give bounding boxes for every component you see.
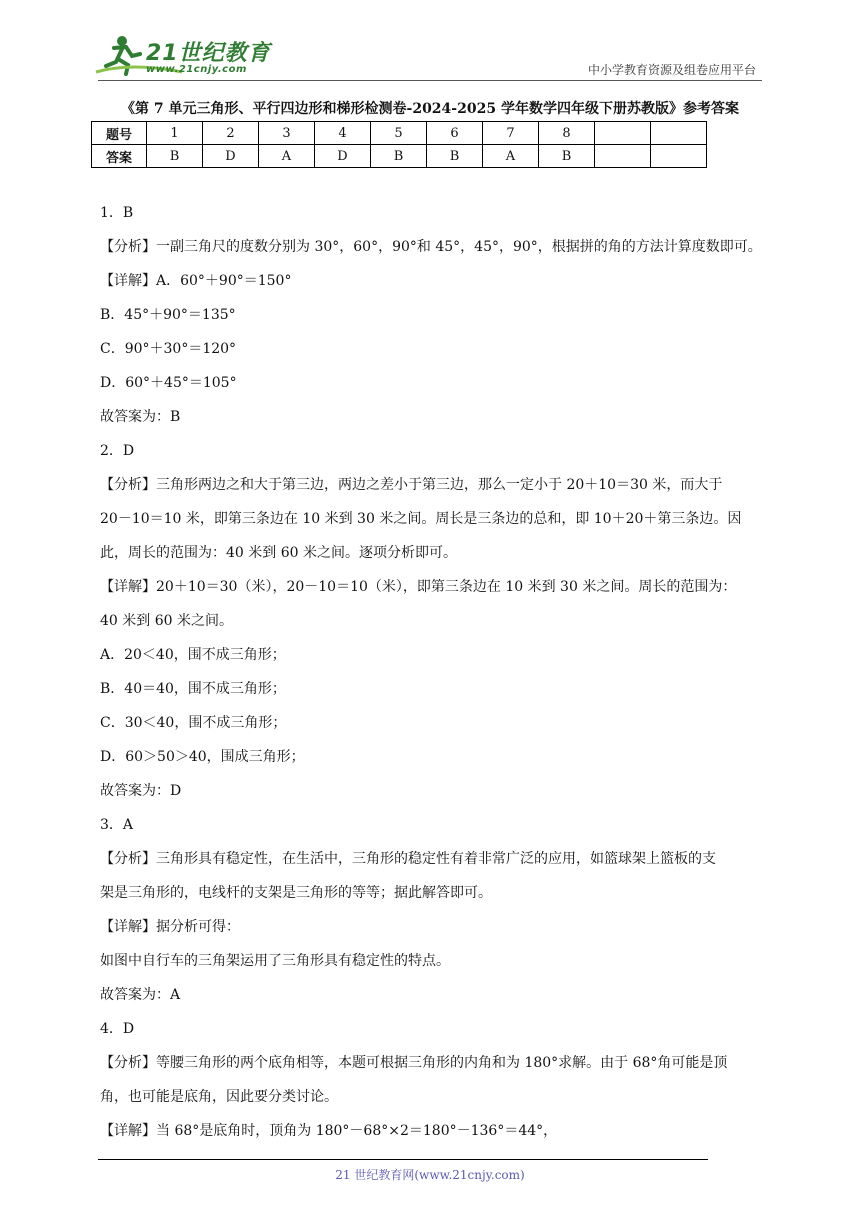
final-answer: 故答案为：B xyxy=(100,409,181,425)
detail-text: 【详解】据分析可得： xyxy=(100,919,240,935)
question-heading: 2．D xyxy=(100,443,135,459)
footer-divider xyxy=(98,1159,708,1160)
detail-text: C．90°＋30°＝120° xyxy=(100,341,237,357)
answer-cell: B xyxy=(147,145,203,168)
question-heading: 1．B xyxy=(100,205,134,221)
question-number: 5 xyxy=(371,122,427,145)
detail-text: C．30＜40，围不成三角形； xyxy=(100,715,287,731)
detail-text: B．40＝40，围不成三角形； xyxy=(100,681,286,697)
header-divider xyxy=(98,80,762,81)
answer-cell: D xyxy=(315,145,371,168)
document-title: 《第 7 单元三角形、平行四边形和梯形检测卷-2024-2025 学年数学四年级下册苏教版》参考答案 xyxy=(121,101,739,117)
answer-table-number-row xyxy=(92,122,707,145)
analysis-text: 【分析】一副三角尺的度数分别为 30°，60°，90°和 45°，45°，90°，根据拼的角的方法计算度数即可。 xyxy=(100,239,762,255)
final-answer: 故答案为：A xyxy=(100,987,181,1003)
question-number xyxy=(595,122,651,145)
answer-cell: B xyxy=(539,145,595,168)
analysis-text: 角，也可能是底角，因此要分类讨论。 xyxy=(100,1089,338,1105)
detail-text: 40 米到 60 米之间。 xyxy=(100,613,233,629)
platform-label: 中小学教育资源及组卷应用平台 xyxy=(587,63,756,77)
answer-table xyxy=(91,121,707,168)
analysis-text: 【分析】等腰三角形的两个底角相等，本题可根据三角形的内角和为 180°求解。由于 68°角可能是顶 xyxy=(100,1055,728,1071)
detail-text: B．45°＋90°＝135° xyxy=(100,307,236,323)
footer-link[interactable]: 21 世纪教育网(www.21cnjy.com) xyxy=(335,1168,525,1182)
detail-text: 【详解】20＋10＝30（米），20－10＝10（米），即第三条边在 10 米到 30 米之间。周长的范围为： xyxy=(100,579,737,595)
analysis-text: 【分析】三角形具有稳定性，在生活中，三角形的稳定性有着非常广泛的应用，如篮球架上篮板的支 xyxy=(100,851,716,867)
question-number xyxy=(651,122,707,145)
detail-text: D．60＞50＞40，围成三角形； xyxy=(100,749,305,765)
page-header xyxy=(0,0,860,80)
question-number: 6 xyxy=(427,122,483,145)
question-number: 4 xyxy=(315,122,371,145)
analysis-text: 【分析】三角形两边之和大于第三边，两边之差小于第三边，那么一定小于 20＋10＝30 米，而大于 xyxy=(100,477,723,493)
question-number: 1 xyxy=(147,122,203,145)
logo-url: www.21cnjy.com xyxy=(146,64,247,75)
analysis-text: 20－10＝10 米，即第三条边在 10 米到 30 米之间。周长是三条边的总和，即 10＋20＋第三条边。因 xyxy=(100,511,742,527)
answer-cell: A xyxy=(259,145,315,168)
question-heading: 3．A xyxy=(100,817,134,833)
detail-text: 【详解】当 68°是底角时，顶角为 180°－68°×2＝180°－136°＝44°， xyxy=(100,1123,558,1139)
logo-text: 21世纪教育 xyxy=(146,41,271,66)
detail-text: 如图中自行车的三角架运用了三角形具有稳定性的特点。 xyxy=(100,953,450,969)
analysis-text: 架是三角形的，电线杆的支架是三角形的等等；据此解答即可。 xyxy=(100,885,492,901)
answer-table-answer-row xyxy=(92,145,707,168)
row-label-answer: 答案 xyxy=(92,145,147,168)
final-answer: 故答案为：D xyxy=(100,783,182,799)
answer-cell: D xyxy=(203,145,259,168)
question-number: 2 xyxy=(203,122,259,145)
question-heading: 4．D xyxy=(100,1021,135,1037)
question-number: 8 xyxy=(539,122,595,145)
answer-cell xyxy=(651,145,707,168)
detail-text: 【详解】A．60°＋90°＝150° xyxy=(100,273,292,289)
question-number: 3 xyxy=(259,122,315,145)
detail-text: A．20＜40，围不成三角形； xyxy=(100,647,286,663)
solution-content xyxy=(100,196,770,1148)
answer-cell: B xyxy=(427,145,483,168)
question-number: 7 xyxy=(483,122,539,145)
answer-cell xyxy=(595,145,651,168)
row-label-number: 题号 xyxy=(92,122,147,145)
answer-cell: A xyxy=(483,145,539,168)
answer-cell: B xyxy=(371,145,427,168)
detail-text: D．60°＋45°＝105° xyxy=(100,375,237,391)
analysis-text: 此，周长的范围为：40 米到 60 米之间。逐项分析即可。 xyxy=(100,545,457,561)
